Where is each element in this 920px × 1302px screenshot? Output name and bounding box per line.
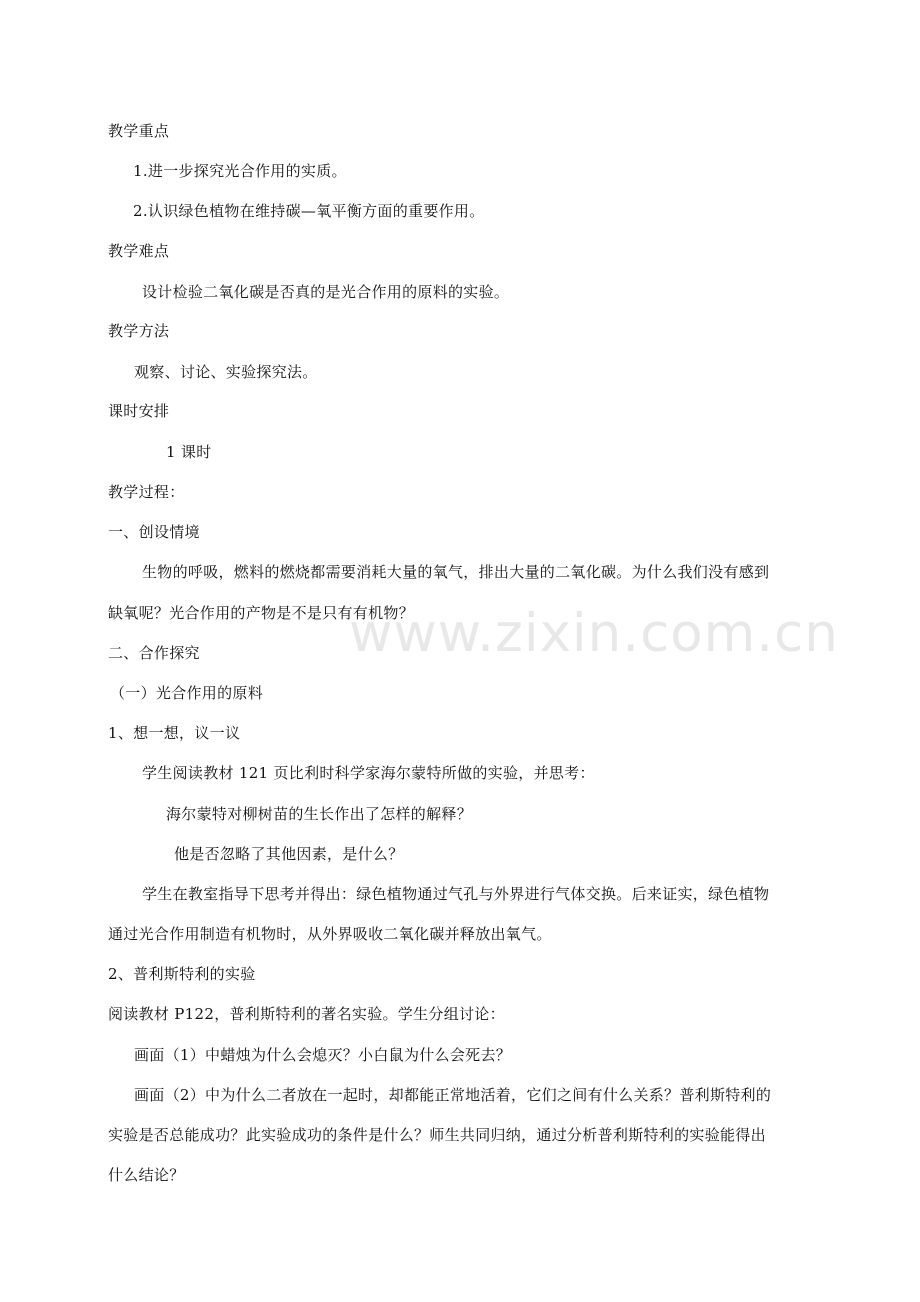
difficulty-text: 设计检验二氧化碳是否真的是光合作用的原料的实验。 <box>142 283 510 301</box>
paragraph-line: 画面（2）中为什么二者放在一起时，却都能正常地活着，它们之间有什么关系？普利斯特利的 <box>134 1086 772 1104</box>
item-heading-2: 2、普利斯特利的实验 <box>108 965 256 983</box>
heading-teaching-process: 教学过程： <box>108 483 185 501</box>
paragraph-line: 学生阅读教材 121 页比利时科学家海尔蒙特所做的实验，并思考： <box>142 764 595 782</box>
subsection-heading: （一）光合作用的原料 <box>110 684 264 702</box>
focus-item-2: 2.认识绿色植物在维持碳—氧平衡方面的重要作用。 <box>133 202 485 220</box>
paragraph-line: 通过光合作用制造有机物时，从外界吸收二氧化碳并释放出氧气。 <box>108 925 552 943</box>
paragraph-line: 生物的呼吸，燃料的燃烧都需要消耗大量的氧气，排出大量的二氧化碳。为什么我们没有感到 <box>142 563 770 581</box>
method-text: 观察、讨论、实验探究法。 <box>134 363 318 381</box>
section-1-heading: 一、创设情境 <box>108 523 200 541</box>
heading-teaching-difficulty: 教学难点 <box>108 242 170 260</box>
watermark: www.zixin.com.cn <box>349 603 839 664</box>
paragraph-line: 实验是否总能成功？此实验成功的条件是什么？师生共同归纳，通过分析普利斯特利的实验能得出 <box>108 1126 766 1144</box>
paragraph-line: 学生在教室指导下思考并得出：绿色植物通过气孔与外界进行气体交换。后来证实，绿色植物 <box>142 885 770 903</box>
question-line: 海尔蒙特对柳树苗的生长作出了怎样的解释？ <box>166 805 473 823</box>
heading-teaching-method: 教学方法 <box>108 322 170 340</box>
item-heading-1: 1、想一想，议一议 <box>108 724 241 742</box>
paragraph-line: 阅读教材 P122，普利斯特利的著名实验。学生分组讨论： <box>108 1005 505 1023</box>
paragraph-line: 画面（1）中蜡烛为什么会熄灭？小白鼠为什么会死去？ <box>134 1046 512 1064</box>
schedule-text: 1 课时 <box>166 443 212 461</box>
paragraph-line: 缺氧呢？光合作用的产物是不是只有有机物？ <box>108 604 415 622</box>
heading-schedule: 课时安排 <box>108 402 170 420</box>
question-line: 他是否忽略了其他因素，是什么？ <box>174 845 404 863</box>
paragraph-line: 什么结论？ <box>108 1166 185 1184</box>
focus-item-1: 1.进一步探究光合作用的实质。 <box>133 162 347 180</box>
heading-teaching-focus: 教学重点 <box>108 122 170 140</box>
section-2-heading: 二、合作探究 <box>108 644 200 662</box>
